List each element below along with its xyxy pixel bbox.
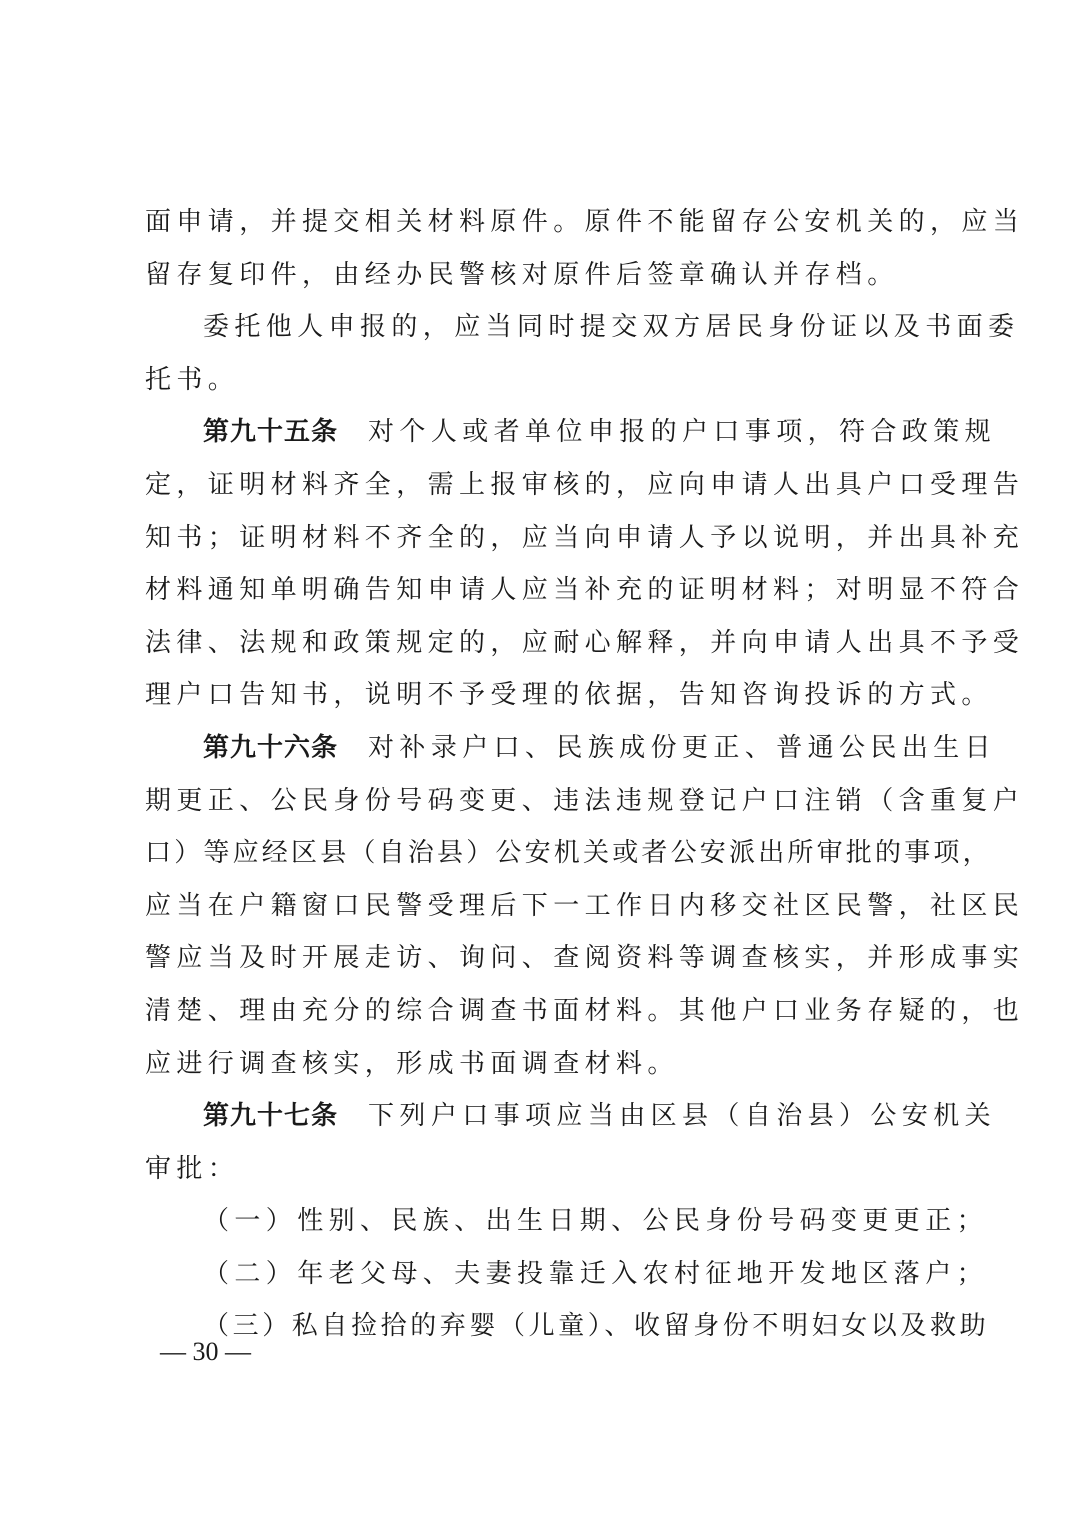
- text-line: 审批：: [145, 1153, 240, 1184]
- article-text: 对个人或者单位申报的户口事项，符合政策规: [368, 417, 997, 448]
- text-line: 委托他人申报的，应当同时提交双方居民身份证以及书面委: [203, 312, 1020, 343]
- document-body: [145, 196, 1025, 1353]
- text-line: 应当在户籍窗口民警受理后下一工作日内移交社区民警，社区民: [145, 890, 1025, 921]
- list-item: （二）年老父母、夫妻投靠迁入农村征地开发地区落户；: [203, 1258, 989, 1289]
- article-title: 第九十六条: [203, 732, 339, 763]
- text-line: 定，证明材料齐全，需上报审核的，应向申请人出具户口受理告: [145, 469, 1025, 500]
- article-95-first-line: [145, 406, 997, 459]
- list-item: （一）性别、民族、出生日期、公民身份号码变更更正；: [203, 1206, 989, 1237]
- article-text: 对补录户口、民族成份更正、普通公民出生日: [368, 732, 997, 763]
- text-line: 应进行调查核实，形成书面调查材料。: [145, 1048, 679, 1079]
- article-97-first-line: [145, 1090, 997, 1143]
- article-text: 下列户口事项应当由区县（自治县）公安机关: [368, 1101, 997, 1132]
- article-96-first-line: [145, 722, 997, 775]
- text-line: 期更正、公民身份号码变更、违法违规登记户口注销（含重复户: [145, 785, 1025, 816]
- text-line: 口）等应经区县（自治县）公安机关或者公安派出所审批的事项，: [145, 838, 992, 869]
- text-line: 知书；证明材料不齐全的，应当向申请人予以说明，并出具补充: [145, 522, 1025, 553]
- list-item: （三）私自捡拾的弃婴（儿童）、收留身份不明妇女以及救助: [203, 1311, 990, 1342]
- article-title: 第九十五条: [203, 417, 339, 448]
- text-line: 托书。: [145, 364, 240, 395]
- text-line: 清楚、理由充分的综合调查书面材料。其他户口业务存疑的，也: [145, 995, 1025, 1026]
- page-number: — 30 —: [160, 1337, 251, 1366]
- text-line: 理户口告知书，说明不予受理的依据，告知咨询投诉的方式。: [145, 680, 993, 711]
- text-line: 材料通知单明确告知申请人应当补充的证明材料；对明显不符合: [145, 575, 1025, 606]
- text-line: 面申请，并提交相关材料原件。原件不能留存公安机关的，应当: [145, 207, 1025, 237]
- article-title: 第九十七条: [203, 1101, 339, 1132]
- text-line: 法律、法规和政策规定的，应耐心解释，并向申请人出具不予受: [145, 627, 1025, 658]
- text-line: 留存复印件，由经办民警核对原件后签章确认并存档。: [145, 259, 899, 290]
- text-line: 警应当及时开展走访、询问、查阅资料等调查核实，并形成事实: [145, 943, 1025, 974]
